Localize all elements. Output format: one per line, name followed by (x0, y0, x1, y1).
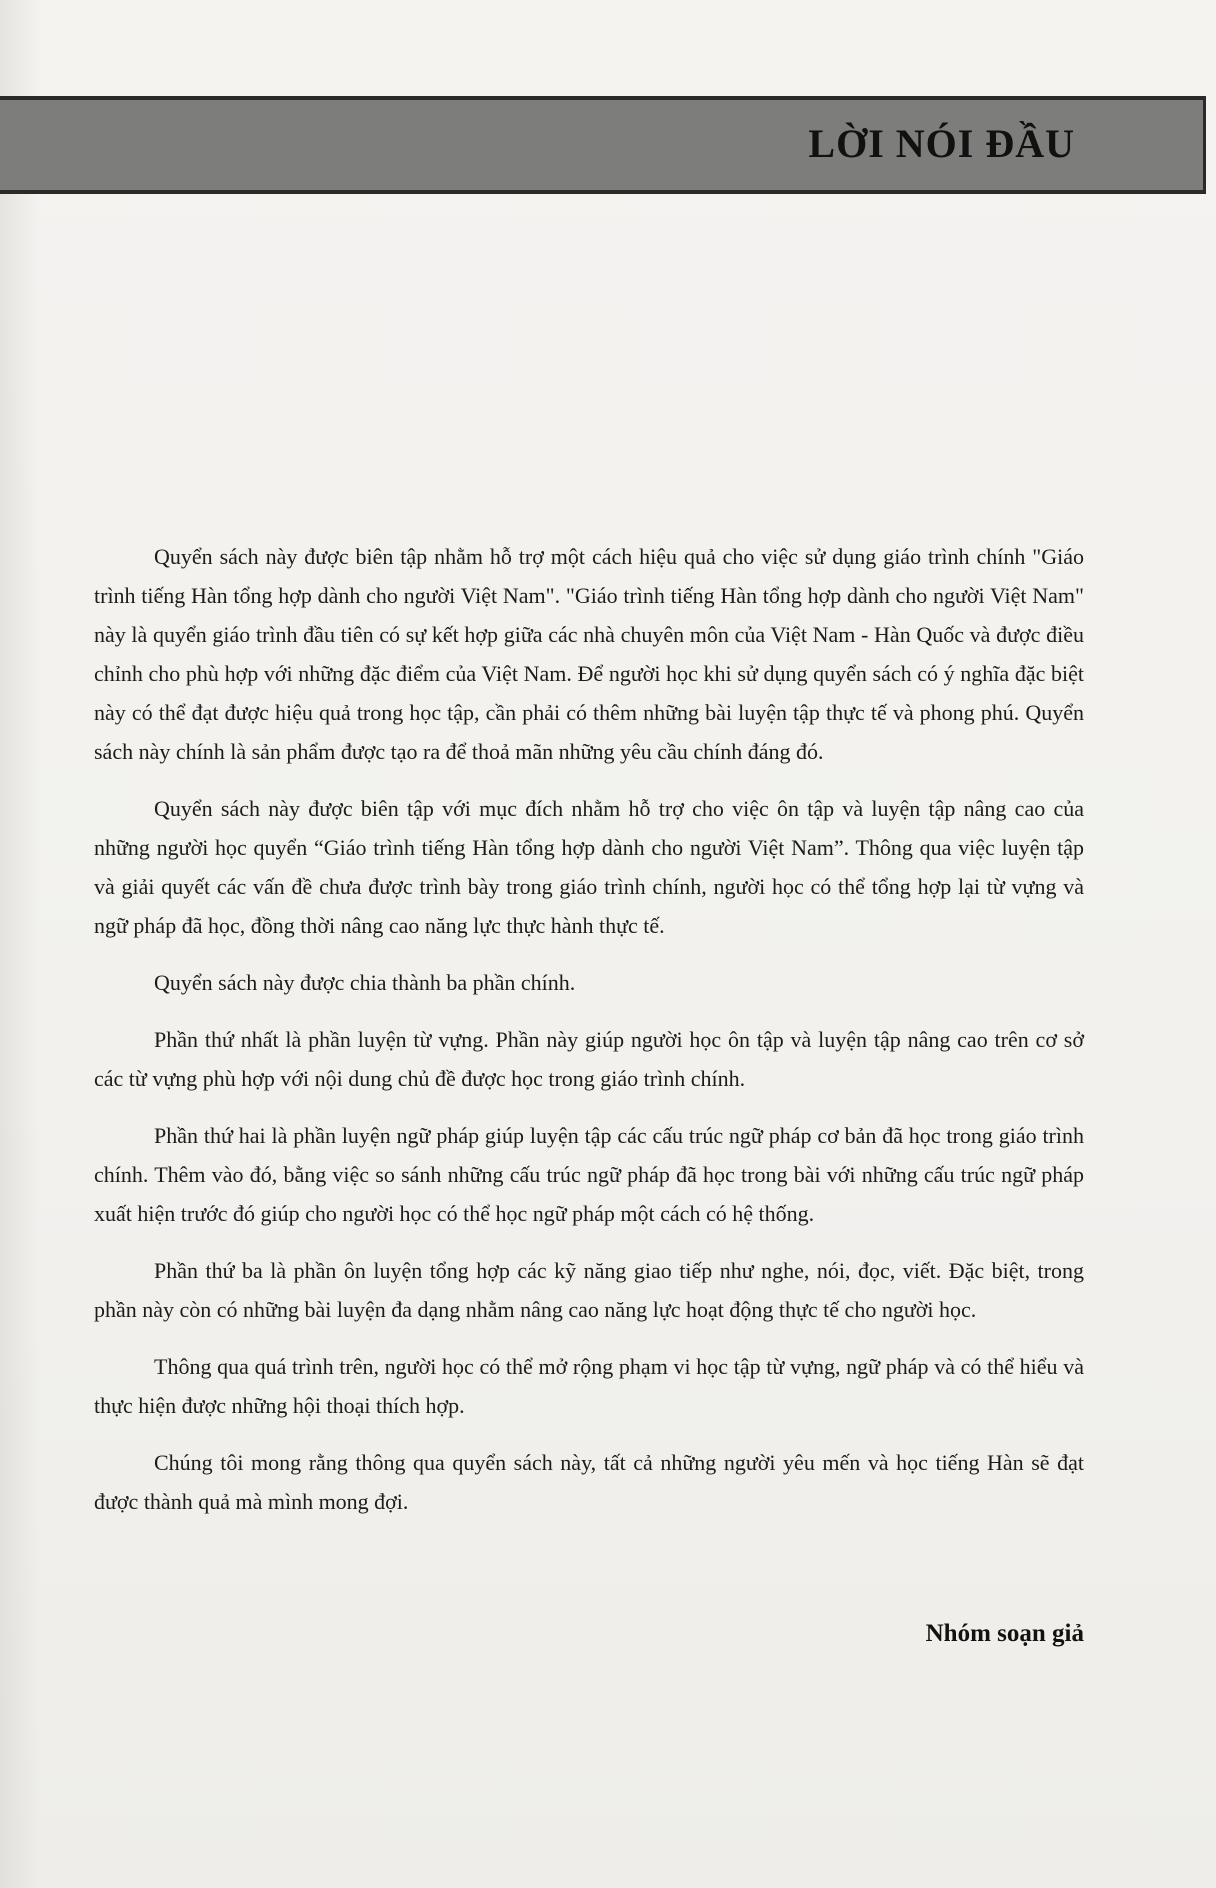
preface-body (94, 537, 1084, 1539)
paragraph-4: Phần thứ nhất là phần luyện từ vựng. Phần này giúp người học ôn tập và luyện tập nâng cao trên cơ sở các từ vựng phù hợp với nội dung chủ đề được học trong giáo trình chính. (94, 1027, 1084, 1091)
chapter-header-band (0, 96, 1206, 194)
author-signature: Nhóm soạn giả (925, 1620, 1084, 1647)
page-title: LỜI NÓI ĐẦU (808, 121, 1075, 166)
paragraph-7: Thông qua quá trình trên, người học có thể mở rộng phạm vi học tập từ vựng, ngữ pháp và có thể hiểu và thực hiện được những hội thoại thích hợp. (94, 1354, 1084, 1418)
paragraph-5: Phần thứ hai là phần luyện ngữ pháp giúp luyện tập các cấu trúc ngữ pháp cơ bản đã học trong giáo trình chính. Thêm vào đó, bằng việc so sánh những cấu trúc ngữ pháp đã học trong bài với những cấu trúc ngữ pháp xuất hiện trước đó giúp cho người học có thể học ngữ pháp một cách có hệ thống. (94, 1123, 1084, 1226)
paragraph-6: Phần thứ ba là phần ôn luyện tổng hợp các kỹ năng giao tiếp như nghe, nói, đọc, viết. Đặc biệt, trong phần này còn có những bài luyện đa dạng nhằm nâng cao năng lực hoạt động thực tế cho người học. (94, 1258, 1084, 1322)
paragraph-1: Quyển sách này được biên tập nhằm hỗ trợ một cách hiệu quả cho việc sử dụng giáo trình chính "Giáo trình tiếng Hàn tổng hợp dành cho người Việt Nam". "Giáo trình tiếng Hàn tổng hợp dành cho người Việt Nam" này là quyển giáo trình đầu tiên có sự kết hợp giữa các nhà chuyên môn của Việt Nam - Hàn Quốc và được điều chỉnh cho phù hợp với những đặc điểm của Việt Nam. Để người học khi sử dụng quyển sách có ý nghĩa đặc biệt này có thể đạt được hiệu quả trong học tập, cần phải có thêm những bài luyện tập thực tế và phong phú. Quyển sách này chính là sản phẩm được tạo ra để thoả mãn những yêu cầu chính đáng đó. (94, 544, 1084, 764)
paragraph-3: Quyển sách này được chia thành ba phần chính. (154, 970, 576, 995)
page-edge-shadow (0, 0, 40, 1888)
paragraph-2: Quyển sách này được biên tập với mục đích nhằm hỗ trợ cho việc ôn tập và luyện tập nâng cao của những người học quyển “Giáo trình tiếng Hàn tổng hợp dành cho người Việt Nam”. Thông qua việc luyện tập và giải quyết các vấn đề chưa được trình bày trong giáo trình chính, người học có thể tổng hợp lại từ vựng và ngữ pháp đã học, đồng thời nâng cao năng lực thực hành thực tế. (94, 796, 1084, 938)
paragraph-8: Chúng tôi mong rằng thông qua quyển sách này, tất cả những người yêu mến và học tiếng Hàn sẽ đạt được thành quả mà mình mong đợi. (94, 1450, 1084, 1514)
